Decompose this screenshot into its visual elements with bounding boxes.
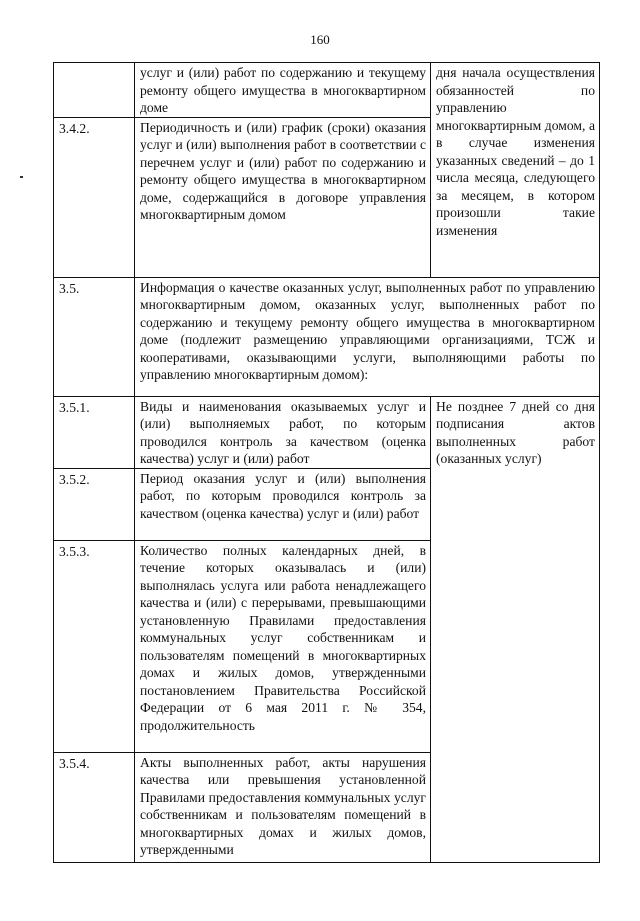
item-description: Количество полных календарных дней, в течение которых оказывалась и (или) выполнялась услуга или работа ненадлежащего качества и (или) с перерывами, превышающими установленную Правилами предоставления коммунальных услуг собственникам и пользователям помещений в многоквартирных домах и жилых домов, утвержденными постановлением Правительства Российской Федерации от 6 мая 2011 г. № 354, продолжительность	[135, 540, 431, 752]
item-number: 3.5.1.	[54, 396, 135, 468]
item-description: Периодичность и (или) график (сроки) оказания услуг и (или) выполнения работ в соответствии с перечнем услуг и (или) работ по содержанию и ремонту общего имущества в многоквартирном доме, содержащийся в договоре управления многоквартирным домом	[135, 117, 431, 277]
item-number: 3.5.	[54, 277, 135, 396]
item-description: Виды и наименования оказываемых услуг и (или) выполняемых работ, по которым проводился контроль за качеством (оценка качества) услуг и (или) работ	[135, 396, 431, 468]
table-row	[54, 277, 600, 396]
item-description: Период оказания услуг и (или) выполнения работ, по которым проводился контроль за качеством (оценка качества) услуг и (или) работ	[135, 468, 431, 540]
item-description: услуг и (или) работ по содержанию и текущему ремонту общего имущества в многоквартирном доме	[135, 63, 431, 118]
item-number: 3.4.2.	[54, 117, 135, 277]
scan-speck	[20, 176, 23, 178]
item-number	[54, 63, 135, 118]
table-row	[54, 63, 600, 118]
page-number: 160	[310, 32, 330, 47]
deadline-cell: Не позднее 7 дней со дня подписания актов выполненных работ (оказанных услуг)	[431, 396, 600, 862]
section-description: Информация о качестве оказанных услуг, выполненных работ по управлению многоквартирным домом, оказанных услуг, выполненных работ по содержанию и текущему ремонту общего имущества в многоквартирном доме (подлежит размещению управляющими организациями, ТСЖ и кооперативами, оказывающими услуги, выполняющими работы по управлению многоквартирным домом):	[135, 277, 600, 396]
item-number: 3.5.4.	[54, 752, 135, 862]
item-number: 3.5.2.	[54, 468, 135, 540]
deadline-cell: дня начала осуществления обязанностей по управлению многоквартирным домом, а в случае изменения указанных сведений – до 1 числа месяца, следующего за месяцем, в котором произошли такие изменения	[431, 63, 600, 278]
table-row	[54, 396, 600, 468]
requirements-table	[53, 62, 600, 863]
item-description: Акты выполненных работ, акты нарушения качества или превышения установленной Правилами предоставления коммунальных услуг собственникам и пользователям помещений в многоквартирных домах и жилых домов, утвержденными	[135, 752, 431, 862]
item-number: 3.5.3.	[54, 540, 135, 752]
